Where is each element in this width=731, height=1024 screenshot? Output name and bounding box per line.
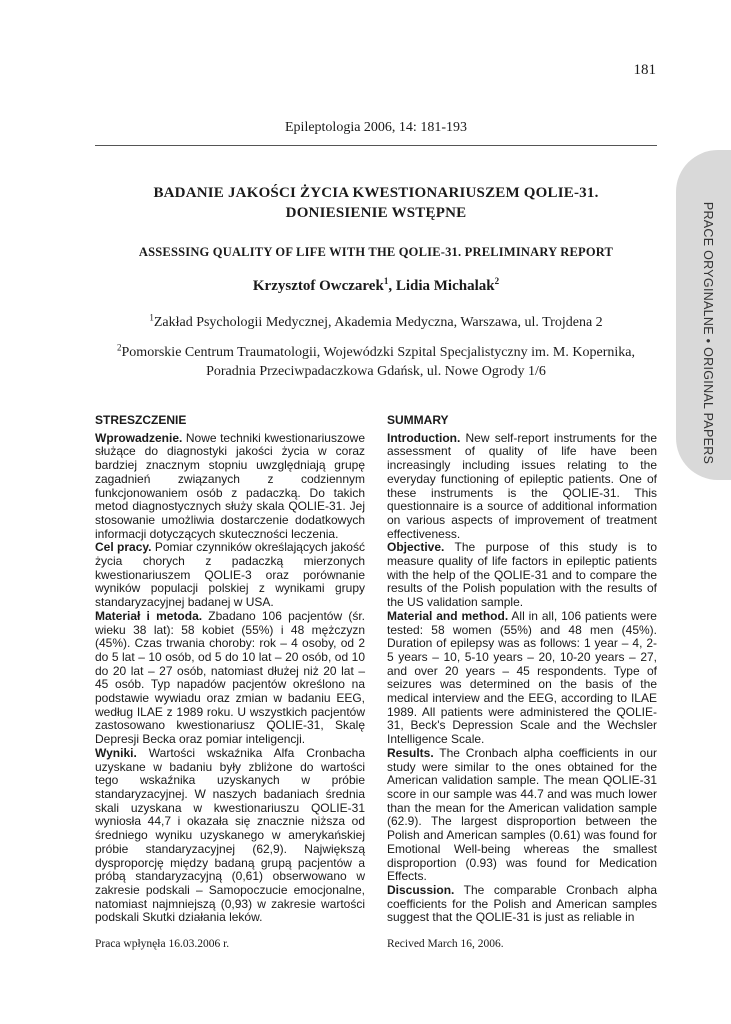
abstract-english-method — [387, 610, 657, 747]
author-1: Krzysztof Owczarek — [252, 278, 384, 294]
author-2: Lidia Michalak — [395, 278, 495, 294]
abstract-polish-results — [95, 747, 365, 925]
section-text: Zbadano 106 pacjentów (śr. wieku 38 lat): 58 kobiet (55%) i 48 mężczyzn (45%). Czas trwania choroby: rok – 4 osoby, od 2 do 5 lat – 10 osób, od 5 do 10 lat – 20 osób, od 10 do 20 lat – 27 osób, natomiast dłużej niż 20 lat – 45 osób. Typ napadów pacjentów określono na podstawie wywiadu oraz zmian w badaniu EEG, według ILAE z 1989 roku. U wszystkich pacjentów zastosowano kwestionariusz QOLIE-31, Skalę Depresji Becka oraz pomiar inteligencji. — [95, 608, 365, 747]
section-text: All in all, 106 patients were tested: 58 women (55%) and 48 men (45%). Duration of epilepsy was as follows: 1 year – 4, 2-5 years – 10, 5-10 years – 20, 10-20 years – 27, and over 20 years – 45 respondents. Type of seizures was determined on the basis of the medical interview and the EEG, according to ILAE 1989. All patients were administered the QOLIE-31, Beck's Depression Scale and the Wechsler Intelligence Scale. — [387, 608, 657, 747]
abstract-english-heading: SUMMARY — [387, 413, 449, 427]
affiliation-2-line1: Pomorskie Centrum Traumatologii, Wojewódzki Szpital Specjalistyczny im. M. Kopernika, — [121, 345, 635, 360]
section-text: New self-report instruments for the assessment of quality of life have been increasingly including issues relating to the everyday functioning of epileptic patients. One of these instruments is the QOLIE-31. This questionnaire is a source of additional information on various aspects of improvement of treatment effectiveness. — [387, 430, 657, 541]
abstract-english-results — [387, 747, 657, 884]
section-label: Results. — [387, 745, 434, 760]
received-date-english: Recived March 16, 2006. — [387, 938, 504, 950]
section-label: Material and method. — [387, 608, 509, 623]
title-pl-line2: DONIESIENIE WSTĘPNE — [285, 205, 467, 221]
section-label: Materiał i metoda. — [95, 608, 203, 623]
affiliation-1-sup: 1 — [149, 312, 154, 323]
author-1-affil: 1 — [383, 276, 389, 286]
section-text: Wartości wskaźnika Alfa Cronbacha uzyskane w badaniu były zbliżone do wartości tego wskaźnika uzyskanych w próbie standaryzacyjnej. W naszych badaniach średnia skali uzyskana w kwestionariuszu QOLIE-31 wyniosła 44,7 i okazała się znacznie niższa od średniego wyniku uzyskanego w amerykańskiej próbie standaryzacyjnej (62,9). Największą dysproporcję między badaną grupą pacjentów a próbą standaryzacyjną (0,61) obserwowano w zakresie podskali – Samopoczucie emocjonalne, natomiast najmniejszą (0,93) w zakresie wartości podskali Skutki działania leków. — [95, 745, 365, 925]
abstract-polish-heading: STRESZCZENIE — [95, 413, 187, 427]
journal-citation: Epileptologia 2006, 14: 181-193 — [285, 120, 467, 135]
section-text: Nowe techniki kwestionariuszowe służące do diagnostyki jakości życia w coraz bardziej znacznym stopniu uwzględniają grupę zagadnień związanych z codziennym funkcjonowaniem osób z padaczką. Do takich metod diagnostycznych służy skala QOLIE-31. Jej stosowanie umożliwia dostarczenie dodatkowych informacji dotyczących skuteczności leczenia. — [95, 430, 365, 541]
side-tab-left: PRACE ORYGINALNE — [701, 201, 716, 335]
abstract-polish — [95, 414, 365, 925]
section-text: The purpose of this study is to measure quality of life factors in epileptic patients with the help of the QOLIE-31 and to compare the results of the Polish population with the results of the US validation sample. — [387, 540, 657, 610]
section-text: The Cronbach alpha coefficients in our study were similar to the ones obtained for the American validation sample. The mean QOLIE-31 score in our sample was 44.7 and was much lower than the mean for the American validation sample (62.9). The largest disproportion between the Polish and American samples (0.61) was found for Emotional Well-being whereas the smallest disproportion (0.93) was found for Medication Effects. — [387, 745, 657, 884]
abstract-english-intro — [387, 432, 657, 542]
section-label: Wprowadzenie. — [95, 430, 183, 445]
affiliation-1-text: Zakład Psychologii Medycznej, Akademia Medyczna, Warszawa, ul. Trojdena 2 — [153, 315, 603, 330]
affiliation-2-line2: Poradnia Przeciwpadaczkowa Gdańsk, ul. Nowe Ogrody 1/6 — [206, 364, 546, 379]
affiliation-2 — [95, 343, 657, 381]
section-text: Pomiar czynników określających jakość życia chorych z padaczką mierzonych kwestionariuszem QOLIE-3 oraz porównanie wyników populacji polskiej z wynikami grupy standaryzacyjnej badanej w USA. — [95, 540, 365, 610]
author-separator: , — [388, 278, 396, 294]
abstract-polish-intro — [95, 432, 365, 542]
section-label: Introduction. — [387, 430, 461, 445]
article-title-polish — [95, 183, 657, 223]
section-label: Objective. — [387, 540, 445, 555]
header-rule — [95, 145, 657, 146]
abstract-english-discussion — [387, 884, 657, 925]
authors — [95, 278, 657, 295]
affiliation-1 — [95, 312, 657, 331]
page-number: 181 — [633, 62, 656, 78]
abstract-english — [387, 414, 657, 925]
side-tab-right: ORIGINAL PAPERS — [701, 347, 716, 465]
abstract-polish-objective — [95, 541, 365, 610]
side-tab-separator: • — [701, 338, 716, 344]
section-label: Wyniki. — [95, 745, 137, 760]
author-2-affil: 2 — [494, 276, 500, 286]
abstract-polish-method — [95, 610, 365, 747]
section-text: The comparable Cronbach alpha coefficients for the Polish and American samples suggest that the QOLIE-31 is just as reliable in — [387, 882, 657, 925]
side-tab-label — [693, 198, 723, 468]
article-title-english: ASSESSING QUALITY OF LIFE WITH THE QOLIE-31. PRELIMINARY REPORT — [138, 245, 614, 259]
abstract-english-objective — [387, 541, 657, 610]
title-pl-line1: BADANIE JAKOŚCI ŻYCIA KWESTIONARIUSZEM QOLIE-31. — [153, 185, 599, 201]
section-label: Discussion. — [387, 882, 455, 897]
received-date-polish: Praca wpłynęła 16.03.2006 r. — [95, 938, 230, 950]
section-label: Cel pracy. — [95, 540, 152, 555]
affiliation-2-sup: 2 — [117, 342, 122, 353]
